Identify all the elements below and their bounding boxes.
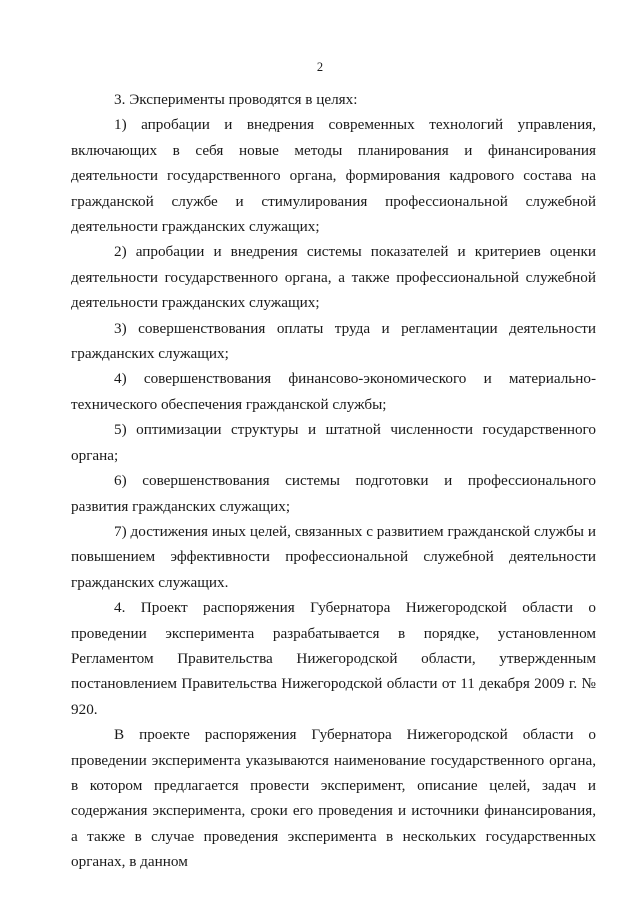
paragraph-goal-1: 1) апробации и внедрения современных технологий управления, включающих в себя новые методы планирования и финансирования деятельности государственного органа, формирования кадрового состава на гражданской службе и стимулирования профессиональной служебной деятельности гражданских служащих; <box>71 116 596 236</box>
paragraph-draft-contents: В проекте распоряжения Губернатора Нижегородской области о проведении эксперимента указываются наименование государственного органа, в котором предлагается провести эксперимент, описание целей, задач и содержания эксперимента, сроки его проведения и источники финансирования, а также в случае проведения эксперимента в нескольких государственных органах, в данном <box>71 726 596 871</box>
paragraph-goal-3: 3) совершенствования оплаты труда и регламентации деятельности гражданских служащих; <box>71 319 596 363</box>
paragraph-goal-4: 4) совершенствования финансово-экономического и материально-технического обеспечения гражданской службы; <box>71 370 596 413</box>
document-body <box>71 87 596 875</box>
paragraph-goal-7: 7) достижения иных целей, связанных с развитием гражданской службы и повышением эффективности профессиональной служебной деятельности гражданских служащих. <box>71 522 596 591</box>
page-number: 2 <box>316 60 324 74</box>
paragraph-goal-6: 6) совершенствования системы подготовки и профессионального развития гражданских служащих; <box>71 472 596 515</box>
paragraph-goal-5: 5) оптимизации структуры и штатной численности государственного органа; <box>71 421 596 464</box>
paragraph-goals-intro: 3. Эксперименты проводятся в целях: <box>114 91 358 108</box>
paragraph-goal-2: 2) апробации и внедрения системы показателей и критериев оценки деятельности государственного органа, а также профессиональной служебной деятельности гражданских служащих; <box>71 243 596 312</box>
paragraph-section-4: 4. Проект распоряжения Губернатора Нижегородской области о проведении эксперимента разрабатывается в порядке, установленном Регламентом Правительства Нижегородской области, утвержденным постановлением Правительства Нижегородской области от 11 декабря 2009 г. № 920. <box>71 599 596 718</box>
